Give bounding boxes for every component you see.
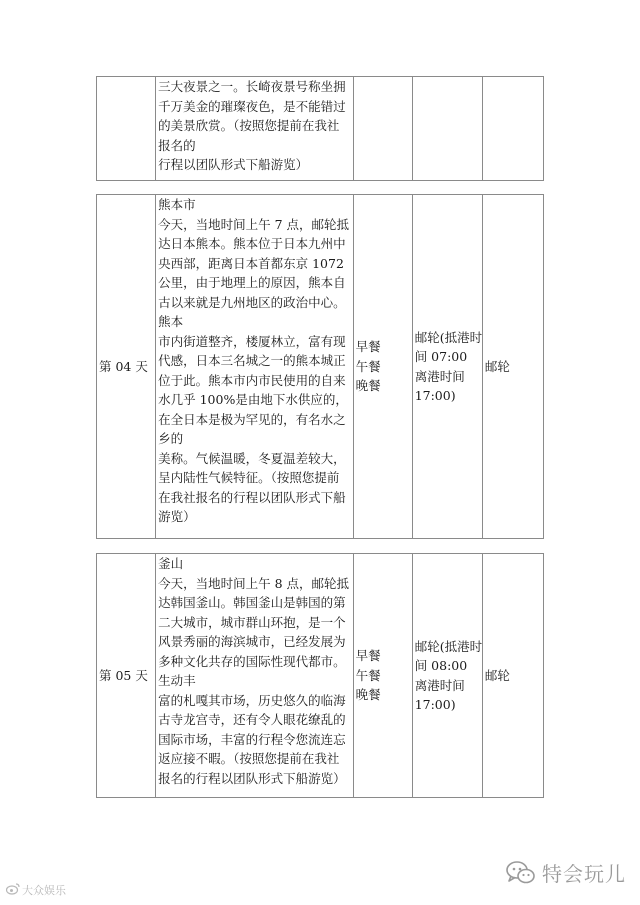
table-row: [97, 554, 544, 798]
description-line: 报名的行程以团队形式下船游览）: [158, 770, 346, 786]
description-line: 央西部，距离日本首都东京 1072: [158, 255, 344, 271]
day-label: 第 04 天: [99, 358, 148, 374]
description-line: 三大夜景之一。长崎夜景号称坐拥: [158, 79, 346, 94]
time-line: 17:00): [414, 697, 456, 712]
time-line: 离港时间: [414, 368, 465, 384]
description-line: 风景秀丽的海滨城市，已经发展为: [158, 634, 346, 649]
itinerary-table-continued: [96, 76, 544, 181]
watermark-left: [6, 882, 66, 898]
time-cell: [412, 195, 482, 539]
day-cell: [97, 195, 156, 539]
description-line: 位于此。熊本市内市民使用的自来: [158, 372, 346, 388]
meal-dinner: 晚餐: [355, 687, 381, 703]
description-line: 富的札嘎其市场，历史悠久的临海: [158, 692, 346, 708]
day-label: 第 05 天: [99, 667, 148, 683]
description-line: 水几乎 100%是由地下水供应的，: [158, 392, 348, 407]
transport-label: 邮轮: [484, 667, 510, 683]
transport-cell: [482, 554, 543, 798]
time-cell: [412, 77, 482, 181]
description-line: 国际市场，丰富的行程令您流连忘: [158, 731, 346, 747]
time-line: 邮轮(抵港时: [414, 329, 483, 345]
transport-cell: [482, 195, 543, 539]
meal-dinner: 晚餐: [355, 378, 381, 394]
meal-lunch: 午餐: [355, 667, 381, 683]
time-line: 邮轮(抵港时: [414, 638, 483, 654]
description-line: 的美景欣赏。（按照您提前在我社: [158, 118, 340, 133]
meals-cell: [353, 554, 412, 798]
description-line: 釜山: [158, 556, 184, 571]
meal-breakfast: 早餐: [355, 648, 381, 664]
description-line: 市内街道整齐，楼厦林立，富有现: [158, 333, 346, 349]
description-line: 达韩国釜山。韩国釜山是韩国的第: [158, 595, 346, 610]
description-cell: [156, 77, 353, 181]
description-line: 古寺龙宫寺，还有令人眼花缭乱的: [158, 712, 346, 727]
description-line: 返应接不暇。（按照您提前在我社: [158, 751, 340, 766]
watermark-right-text: 特会玩儿: [542, 862, 626, 886]
watermark-right: [506, 858, 626, 887]
meal-breakfast: 早餐: [355, 339, 381, 355]
day-cell: [97, 554, 156, 798]
description-line: 在我社报名的行程以团队形式下船: [158, 489, 346, 505]
itinerary-table-day-05: [96, 553, 544, 798]
description-line: 二大城市，城市群山环抱，是一个: [158, 614, 346, 630]
description-line: 熊本市: [158, 197, 196, 212]
description-line: 熊本: [158, 314, 184, 329]
day-cell: [97, 77, 156, 181]
time-line: 间 08:00: [414, 658, 468, 673]
time-cell: [412, 554, 482, 798]
transport-label: 邮轮: [484, 358, 510, 374]
weibo-icon: [6, 883, 20, 898]
description-line: 今天，当地时间上午 8 点，邮轮抵: [158, 575, 350, 591]
meal-lunch: 午餐: [355, 358, 381, 374]
time-line: 离港时间: [414, 677, 465, 693]
meals-cell: [353, 195, 412, 539]
itinerary-table-day-04: [96, 194, 544, 539]
description-line: 乡的: [158, 431, 184, 446]
description-line: 游览）: [158, 509, 196, 524]
description-line: 在全日本是极为罕见的，有名水之: [158, 411, 346, 427]
description-line: 今天，当地时间上午 7 点，邮轮抵: [158, 216, 350, 232]
description-line: 美称。气候温暖，冬夏温差较大，: [158, 450, 346, 466]
description-line: 公里，由于地理上的原因，熊本自: [158, 275, 346, 290]
table-row: [97, 77, 544, 181]
description-line: 行程以团队形式下船游览）: [158, 157, 309, 172]
description-line: 呈内陆性气候特征。（按照您提前: [158, 470, 340, 485]
description-line: 多种文化共存的国际性现代都市。: [158, 653, 346, 669]
time-line: 17:00): [414, 388, 456, 403]
description-line: 生动丰: [158, 673, 196, 688]
description-line: 代感，日本三名城之一的熊本城正: [158, 353, 346, 368]
watermark-left-text: 大众娱乐: [22, 884, 66, 897]
time-line: 间 07:00: [414, 349, 468, 364]
description-line: 达日本熊本。熊本位于日本九州中: [158, 236, 346, 251]
description-line: 千万美金的璀璨夜色，是不能错过: [158, 98, 346, 114]
transport-cell: [482, 77, 543, 181]
meals-cell: [353, 77, 412, 181]
description-line: 古以来就是九州地区的政治中心。: [158, 294, 346, 310]
description-cell: [156, 554, 353, 798]
description-line: 报名的: [158, 137, 196, 153]
description-cell: [156, 195, 353, 539]
wechat-icon: [506, 861, 536, 885]
table-row: [97, 195, 544, 539]
